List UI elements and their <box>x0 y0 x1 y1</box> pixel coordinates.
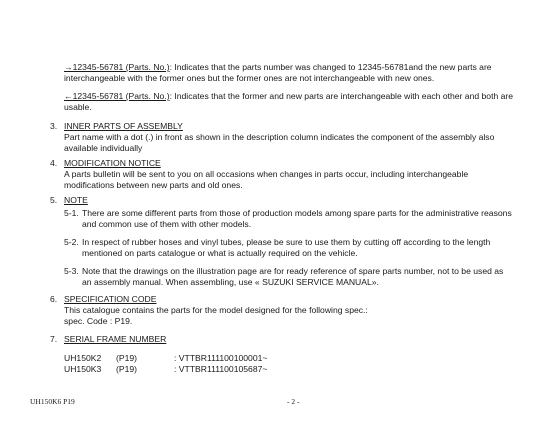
section-number: 4. <box>50 158 58 168</box>
serial-range: : VTTBR111100105687~ <box>174 364 268 374</box>
section-heading: SERIAL FRAME NUMBER <box>64 334 167 344</box>
arrow-left-text-1: : Indicates that the former and new parts are interchangeable with each other and both are <box>169 91 514 101</box>
footer-model-code: UH150K6 P19 <box>30 397 75 406</box>
arrow-left-ref: ←12345-56781 (Parts. No.) <box>64 91 170 101</box>
note-item-text-1: In respect of rubber hoses and vinyl tubes, please be sure to use them by cutting off according to the length <box>82 237 491 247</box>
arrow-right-definition <box>64 62 534 84</box>
note-item <box>0 208 560 232</box>
arrow-right-ref: →12345-56781 (Parts. No.) <box>64 62 170 72</box>
section-text-2: spec. Code : P19. <box>64 316 133 326</box>
note-item-text-2: an assembly manual. When assembling, use « SUZUKI SERVICE MANUAL». <box>82 277 379 287</box>
section-number: 6. <box>50 294 58 304</box>
section-heading: SPECIFICATION CODE <box>64 294 157 304</box>
arrow-left-definition <box>64 91 534 113</box>
arrow-left-text-2: usable. <box>64 102 92 112</box>
section-number: 7. <box>50 334 58 344</box>
section-specification-code <box>0 294 560 330</box>
serial-spec: (P19) <box>116 353 138 363</box>
serial-model: UH150K3 <box>64 364 102 374</box>
section-text-1: This catalogue contains the parts for the model designed for the following spec.: <box>64 305 368 315</box>
note-item <box>0 237 560 261</box>
section-heading: MODIFICATION NOTICE <box>64 158 161 168</box>
serial-model: UH150K2 <box>64 353 102 363</box>
section-text-2: available individually <box>64 143 143 153</box>
note-item-text-2: and common use of them with other models. <box>82 219 252 229</box>
section-number: 3. <box>50 121 58 131</box>
note-item <box>0 266 560 290</box>
section-text-1: Part name with a dot (.) in front as shown in the description column indicates the component of the assembly also <box>64 132 495 142</box>
note-item-number: 5-3. <box>64 266 79 276</box>
note-item-number: 5-1. <box>64 208 79 218</box>
section-heading: NOTE <box>64 195 88 205</box>
section-serial-frame-number <box>0 334 560 346</box>
note-item-number: 5-2. <box>64 237 79 247</box>
note-item-text-1: There are some different parts from those of production models among spare parts for the administrative reasons <box>82 208 512 218</box>
section-modification-notice <box>0 158 560 192</box>
serial-range: : VTTBR111100100001~ <box>174 353 268 363</box>
note-item-text-2: mentioned on parts catalogue or what is actually required on the vehicle. <box>82 248 358 258</box>
section-note <box>0 195 560 207</box>
serial-spec: (P19) <box>116 364 138 374</box>
arrow-right-text-1: : Indicates that the parts number was changed to 12345-56781and the new parts are <box>169 62 492 72</box>
arrow-right-text-2: interchangeable with the former ones but the former ones are not interchangeable with new ones. <box>64 73 435 83</box>
section-inner-parts <box>0 121 560 155</box>
footer-page-number: - 2 - <box>287 397 300 406</box>
note-item-text-1: Note that the drawings on the illustration page are for ready reference of spare parts number, not to be used as <box>82 266 504 276</box>
section-number: 5. <box>50 195 58 205</box>
section-text-2: modifications between new parts and old ones. <box>64 180 243 190</box>
section-text-1: A parts bulletin will be sent to you on all occasions when changes in parts occur, including interchangeable <box>64 169 469 179</box>
serial-row <box>0 353 560 364</box>
serial-row <box>0 364 560 375</box>
section-heading: INNER PARTS OF ASSEMBLY <box>64 121 183 131</box>
